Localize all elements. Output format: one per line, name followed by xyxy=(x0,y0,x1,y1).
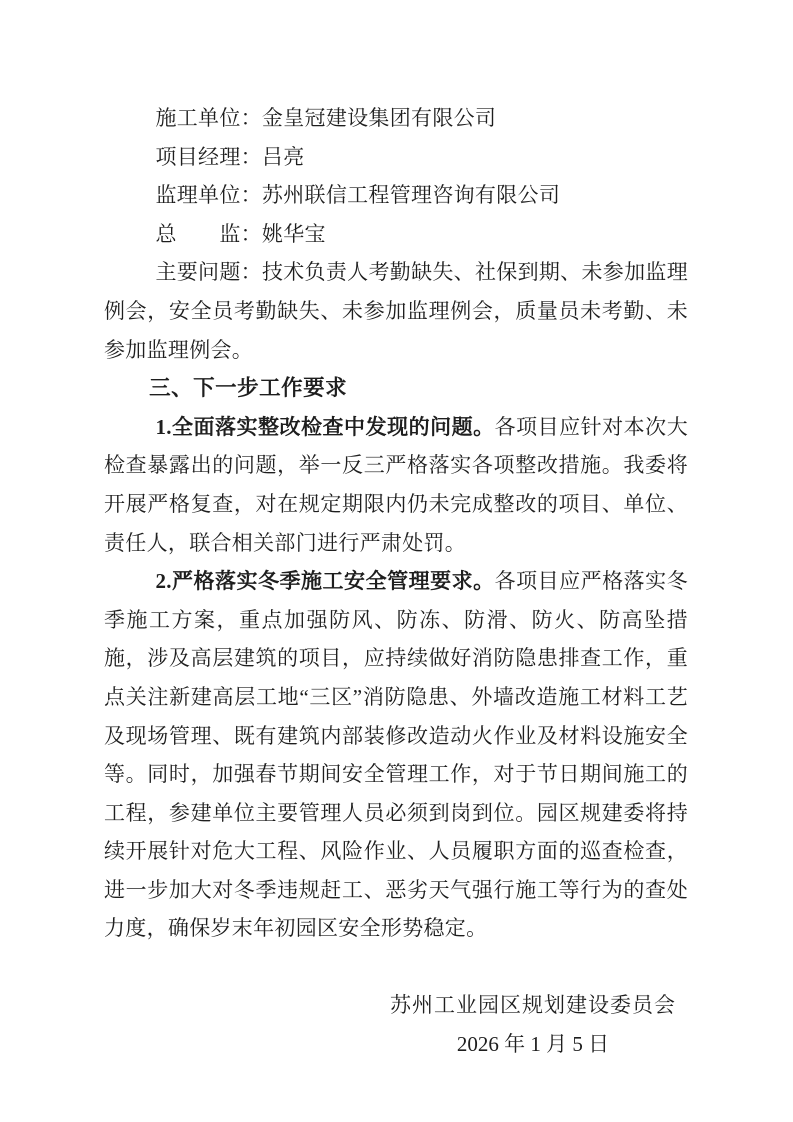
info-line-project-manager: 项目经理：吕亮 xyxy=(155,144,305,169)
requirement-2-text: 各项目应严格落实冬季施工方案，重点加强防风、防冻、防滑、防火、防高坠措施，涉及高层建筑的项目，应持续做好消防隐患排查工作，重点关注新建高层工地“三区”消防隐患、外墙改造施工材料工艺及现场管理、既有建筑内部装修改造动火作业及材料设施安全等。同时，加强春节期间安全管理工作，对于节日期间施工的工程，参建单位主要管理人员必须到岗到位。园区规建委将持续开展针对危大工程、风险作业、人员履职方面的巡查检查，进一步加大对冬季违规赶工、恶劣天气强行施工等行为的查处力度，确保岁末年初园区安全形势稳定。 xyxy=(104,569,688,941)
requirement-1-text: 各项目应针对本次大检查暴露出的问题，举一反三严格落实各项整改措施。我委将开展严格复查，对在规定期限内仍未完成整改的项目、单位、责任人，联合相关部门进行严肃处罚。 xyxy=(104,414,688,555)
signature-inner xyxy=(390,986,676,1063)
requirement-paragraph-2 xyxy=(104,562,688,948)
main-issues-paragraph: 主要问题：技术负责人考勤缺失、社保到期、未参加监理例会，安全员考勤缺失、未参加监理例会，质量员未考勤、未参加监理例会。 xyxy=(104,260,688,362)
issue-date: 2026 年 1 月 5 日 xyxy=(456,1031,610,1056)
requirement-paragraph-1 xyxy=(104,408,688,562)
section-heading: 三、下一步工作要求 xyxy=(149,376,348,401)
requirement-1-lead: 1.全面落实整改检查中发现的问题。 xyxy=(155,414,495,439)
signature-block xyxy=(104,986,688,1063)
requirement-2-lead: 2.严格落实冬季施工安全管理要求。 xyxy=(155,569,495,594)
info-line-supervision-unit: 监理单位：苏州联信工程管理咨询有限公司 xyxy=(155,183,561,208)
issuing-authority: 苏州工业园区规划建设委员会 xyxy=(390,993,676,1018)
info-line-chief-supervisor: 总 监：姚华宝 xyxy=(155,221,326,246)
info-line-construction-unit: 施工单位：金皇冠建设集团有限公司 xyxy=(155,106,497,130)
